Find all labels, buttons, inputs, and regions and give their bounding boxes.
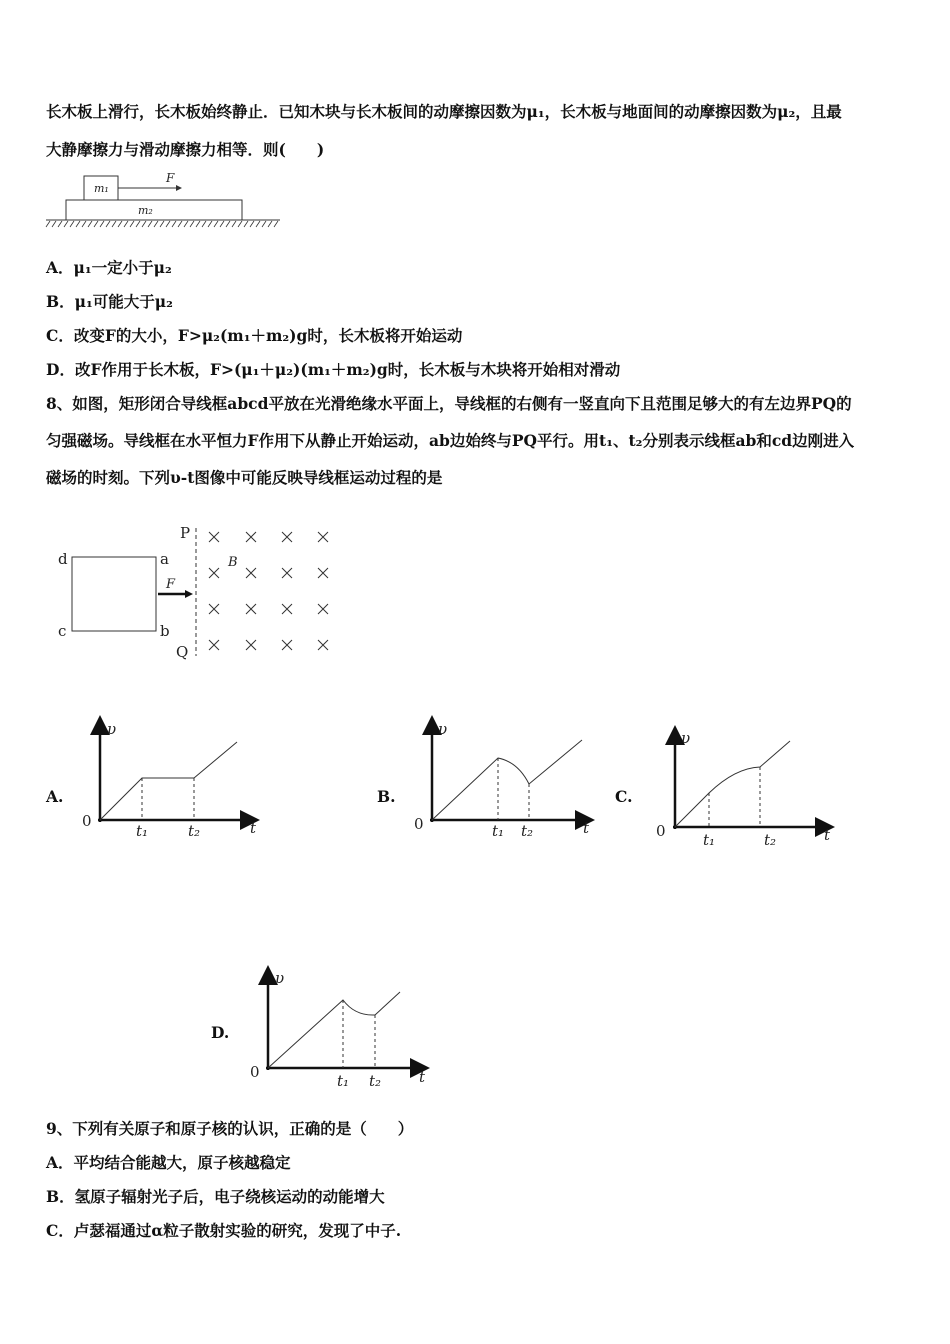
board-label: m₂ bbox=[138, 204, 153, 217]
force-label: F bbox=[166, 171, 175, 185]
label: t₂ bbox=[521, 822, 534, 840]
label: t₂ bbox=[369, 1072, 382, 1090]
label: υ bbox=[107, 720, 117, 738]
q8-line-2: 匀强磁场。导线框在水平恒力F作用下从静止开始运动，ab边始终与PQ平行。用t₁、t₂分别表示线框ab和cd边刚进入 bbox=[46, 431, 855, 450]
field-label: B bbox=[228, 555, 238, 570]
force-label: F bbox=[166, 577, 176, 592]
block-label: m₁ bbox=[94, 182, 109, 195]
label: 0 bbox=[656, 822, 666, 840]
label: t₂ bbox=[188, 822, 201, 840]
graph-a bbox=[82, 720, 257, 840]
label: υ bbox=[275, 969, 285, 987]
q8-line-3: 磁场的时刻。下列υ-t图像中可能反映导线框运动过程的是 bbox=[46, 468, 443, 487]
corner-c: c bbox=[58, 622, 67, 640]
corner-d: d bbox=[58, 550, 68, 568]
label: υ bbox=[438, 720, 448, 738]
corner-b: b bbox=[160, 622, 170, 640]
label: t₁ bbox=[492, 822, 505, 840]
corner-a: a bbox=[160, 550, 169, 568]
label: t₁ bbox=[703, 831, 716, 849]
label: t₂ bbox=[764, 831, 777, 849]
label: 0 bbox=[82, 812, 92, 830]
graph-option-d: D. bbox=[211, 1023, 230, 1042]
graph-b bbox=[414, 720, 590, 840]
q9-option-a: A．平均结合能越大，原子核越稳定 bbox=[46, 1153, 291, 1172]
q9-option-c: C．卢瑟福通过α粒子散射实验的研究，发现了中子. bbox=[46, 1221, 402, 1240]
q7-option-d: D．改F作用于长木板，F>(μ₁＋μ₂)(m₁＋m₂)g时，长木板与木块将开始相对滑动 bbox=[46, 360, 621, 379]
boundary-q: Q bbox=[176, 643, 189, 661]
label: t bbox=[250, 819, 257, 837]
graph-option-c: C. bbox=[615, 787, 633, 806]
label: 0 bbox=[250, 1063, 260, 1081]
q7-option-c: C．改变F的大小，F>μ₂(m₁＋m₂)g时，长木板将开始运动 bbox=[46, 326, 463, 345]
q7-line-1: 长木板上滑行，长木板始终静止．已知木块与长木板间的动摩擦因数为μ₁，长木板与地面间的动摩擦因数为μ₂，且最 bbox=[46, 102, 842, 121]
graph-option-a: A. bbox=[46, 787, 64, 806]
q7-option-a: A．μ₁一定小于μ₂ bbox=[46, 258, 172, 277]
graph-option-b: B. bbox=[377, 787, 396, 806]
label: υ bbox=[681, 729, 691, 747]
q7-line-2: 大静摩擦力与滑动摩擦力相等．则( ) bbox=[46, 140, 325, 159]
q9-stem: 9、下列有关原子和原子核的认识，正确的是（ ） bbox=[46, 1119, 414, 1138]
label: t₁ bbox=[136, 822, 149, 840]
graph-c bbox=[656, 729, 831, 849]
q8-line-1: 8、如图，矩形闭合导线框abcd平放在光滑绝缘水平面上，导线框的右侧有一竖直向下且范围足够大的有左边界PQ的 bbox=[46, 394, 852, 413]
label: 0 bbox=[414, 815, 424, 833]
q7-option-b: B．μ₁可能大于μ₂ bbox=[46, 292, 173, 311]
graph-d bbox=[250, 969, 426, 1090]
boundary-p: P bbox=[180, 524, 191, 542]
label: t bbox=[824, 826, 831, 844]
label: t bbox=[583, 819, 590, 837]
q9-option-b: B．氢原子辐射光子后，电子绕核运动的动能增大 bbox=[46, 1187, 385, 1206]
label: t₁ bbox=[337, 1072, 350, 1090]
label: t bbox=[419, 1068, 426, 1086]
